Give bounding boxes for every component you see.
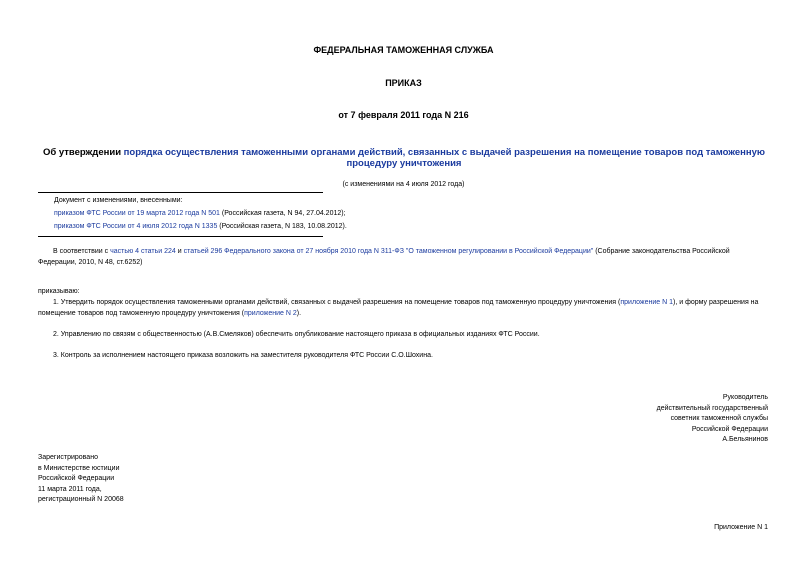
registration-number: регистрационный N 20068	[38, 496, 124, 503]
document-type: ПРИКАЗ	[385, 78, 422, 88]
amendment-item	[54, 209, 346, 219]
preamble-text: (Собрание законодательства Российской Федерации, 2010, N 48, ст.6252)	[38, 248, 730, 266]
item-text: ), и форму разрешения на помещение товаров под таможенную процедуру уничтожения (	[38, 299, 759, 317]
signature-line: Российской Федерации	[691, 425, 768, 433]
changes-note: (с изменениями на 4 июля 2012 года)	[342, 181, 465, 188]
amendment-link[interactable]: приказом ФТС России от 4 июля 2012 года N 1335	[54, 223, 218, 230]
registration-block	[38, 453, 124, 506]
registration-line: Российской Федерации	[38, 475, 115, 482]
item-text: 1. Утвердить порядок осуществления таможенными органами действий, связанных с выдачей разрешения на помещение товаров под таможенную процедуру уничтожения (	[53, 299, 621, 306]
appendix-2-link[interactable]: приложение N 2	[244, 309, 297, 317]
registration-line: в Министерстве юстиции	[38, 464, 120, 472]
item-text: ).	[296, 309, 302, 317]
amendment-source: (Российская газета, N 183, 10.08.2012).	[217, 223, 347, 230]
title-link[interactable]: порядка осуществления таможенными органами действий, связанных с выдачей разрешения на помещение товаров под таможенную процедуру уничтожения	[123, 147, 766, 169]
preamble-text: и	[175, 248, 184, 255]
signature-block	[657, 393, 768, 446]
amendment-source: (Российская газета, N 94, 27.04.2012);	[219, 210, 346, 217]
registration-line: Зарегистрировано	[38, 454, 98, 461]
title-prefix: Об утверждении	[42, 147, 124, 158]
preamble-text: В соответствии с	[53, 248, 111, 255]
preamble	[38, 247, 768, 268]
signature-line: действительный государственный	[656, 404, 768, 412]
divider-top	[38, 192, 323, 193]
divider-bottom	[38, 236, 323, 237]
amendments-heading: Документ с изменениями, внесенными:	[54, 197, 183, 204]
document-title	[40, 147, 768, 169]
order-item-2: 2. Управлению по связям с общественностью (А.В.Смеляков) обеспечить опубликование настоящего приказа в официальных изданиях ФТС России.	[53, 331, 540, 338]
amendment-item	[54, 222, 347, 232]
appendix-label: Приложение N 1	[714, 524, 768, 531]
order-word: приказываю:	[38, 288, 80, 295]
signature-name: А.Бельянинов	[722, 436, 768, 443]
law-link-article-296[interactable]: статьей 296 Федерального закона от 27 ноября 2010 года N 311-ФЗ "О таможенном регулировании в Российской Федерации"	[183, 248, 594, 255]
document-date-number: от 7 февраля 2011 года N 216	[338, 110, 469, 120]
order-item-3: 3. Контроль за исполнением настоящего приказа возложить на заместителя руководителя ФТС России С.О.Шохина.	[53, 352, 433, 359]
amendment-link[interactable]: приказом ФТС России от 19 марта 2012 года N 501	[54, 210, 220, 217]
order-item-1	[38, 298, 768, 319]
law-link-article-224[interactable]: частью 4 статьи 224	[110, 248, 176, 255]
registration-date: 11 марта 2011 года,	[38, 485, 102, 493]
signature-line: советник таможенной службы	[670, 415, 768, 422]
signature-line: Руководитель	[722, 394, 768, 401]
appendix-1-link[interactable]: приложение N 1	[620, 299, 673, 306]
agency-name: ФЕДЕРАЛЬНАЯ ТАМОЖЕННАЯ СЛУЖБА	[313, 45, 494, 55]
